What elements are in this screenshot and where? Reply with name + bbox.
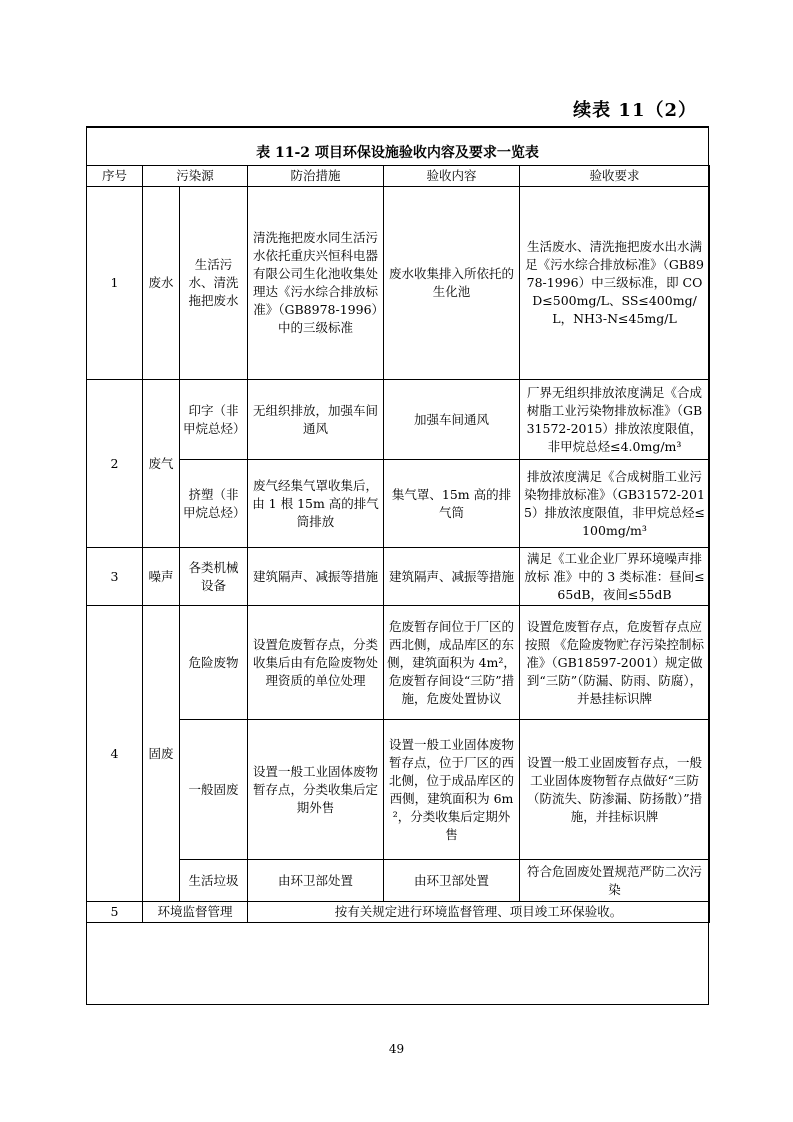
header-content: 验收内容 [384, 166, 520, 187]
row-requirement: 排放浓度满足《合成树脂工业污染物排放标准》（GB31572-2015）排放浓度限值，非甲烷总烃≤100mg/m³ [520, 460, 710, 548]
row-requirement: 符合危固废处置规范严防二次污染 [520, 860, 710, 902]
continued-table-title: 续表 11（2） [573, 100, 697, 121]
row-content: 设置一般工业固体废物暂存点，位于厂区的西北侧，位于成品库区的西侧，建筑面积为 6m²，分类收集后定期外售 [384, 720, 520, 860]
row-measure: 废气经集气罩收集后，由 1 根 15m 高的排气筒排放 [248, 460, 384, 548]
row-content: 建筑隔声、减振等措施 [384, 548, 520, 606]
row-category: 环境监督管理 [143, 902, 248, 923]
table-row [87, 460, 710, 548]
header-requirement: 验收要求 [520, 166, 710, 187]
row-source: 印字（非甲烷总烃） [180, 380, 248, 460]
table-caption: 表 11-2 项目环保设施验收内容及要求一览表 [256, 145, 539, 161]
row-category: 固废 [143, 606, 180, 902]
row-source: 危险废物 [180, 606, 248, 720]
table-row [87, 187, 710, 380]
table-row [87, 902, 710, 923]
row-requirement: 生活废水、清洗拖把废水出水满足《污水综合排放标准》（GB8978-1996）中三级标准，即 COD≤500mg/L、SS≤400mg/L，NH3-N≤45mg/L [520, 187, 710, 380]
row-requirement: 满足《工业企业厂界环境噪声排放标 准》中的 3 类标准：昼间≤65dB，夜间≤55dB [520, 548, 710, 606]
acceptance-table [86, 165, 710, 923]
row-measure: 设置一般工业固体废物暂存点，分类收集后定期外售 [248, 720, 384, 860]
row-source: 各类机械设备 [180, 548, 248, 606]
row-source: 挤塑（非甲烷总烃） [180, 460, 248, 548]
row-category: 废气 [143, 380, 180, 548]
row-measure: 建筑隔声、减振等措施 [248, 548, 384, 606]
table-row [87, 380, 710, 460]
page-number: 49 [388, 1042, 405, 1056]
table-header-row [87, 166, 710, 187]
header-no: 序号 [87, 166, 143, 187]
row-source: 一般固废 [180, 720, 248, 860]
header-source: 污染源 [143, 166, 248, 187]
row-measure: 清洗拖把废水同生活污水依托重庆兴恒科电器有限公司生化池收集处理达《污水综合排放标准》（GB8978-1996）中的三级标准 [248, 187, 384, 380]
row-number: 3 [87, 548, 143, 606]
row-measure: 由环卫部处置 [248, 860, 384, 902]
row-requirement: 厂界无组织排放浓度满足《合成树脂工业污染物排放标准》（GB31572-2015）排放浓度限值，非甲烷总烃≤4.0mg/m³ [520, 380, 710, 460]
table-row [87, 548, 710, 606]
row-requirement: 设置一般工业固废暂存点，一般工业固体废物暂存点做好“三防（防流失、防渗漏、防扬散）”措施，并挂标识牌 [520, 720, 710, 860]
row-category: 废水 [143, 187, 180, 380]
row-merged-requirement: 按有关规定进行环境监督管理、项目竣工环保验收。 [248, 902, 710, 923]
row-number: 1 [87, 187, 143, 380]
table-row [87, 860, 710, 902]
row-content: 废水收集排入所依托的生化池 [384, 187, 520, 380]
row-number: 5 [87, 902, 143, 923]
header-measure: 防治措施 [248, 166, 384, 187]
row-measure: 无组织排放，加强车间通风 [248, 380, 384, 460]
row-content: 集气罩、15m 高的排气筒 [384, 460, 520, 548]
table-row [87, 606, 710, 720]
row-source: 生活污水、清洗拖把废水 [180, 187, 248, 380]
row-source: 生活垃圾 [180, 860, 248, 902]
row-measure: 设置危废暂存点，分类收集后由有危险废物处理资质的单位处理 [248, 606, 384, 720]
row-content: 由环卫部处置 [384, 860, 520, 902]
table-row [87, 720, 710, 860]
row-requirement: 设置危废暂存点，危废暂存点应按照 《危险废物贮存污染控制标准》（GB18597-2001）规定做到“三防”（防漏、防雨、防腐），并悬挂标识牌 [520, 606, 710, 720]
row-content: 危废暂存间位于厂区的西北侧，成品库区的东侧，建筑面积为 4m²，危废暂存间设“三防”措施，危废处置协议 [384, 606, 520, 720]
row-number: 4 [87, 606, 143, 902]
row-number: 2 [87, 380, 143, 548]
row-category: 噪声 [143, 548, 180, 606]
row-content: 加强车间通风 [384, 380, 520, 460]
